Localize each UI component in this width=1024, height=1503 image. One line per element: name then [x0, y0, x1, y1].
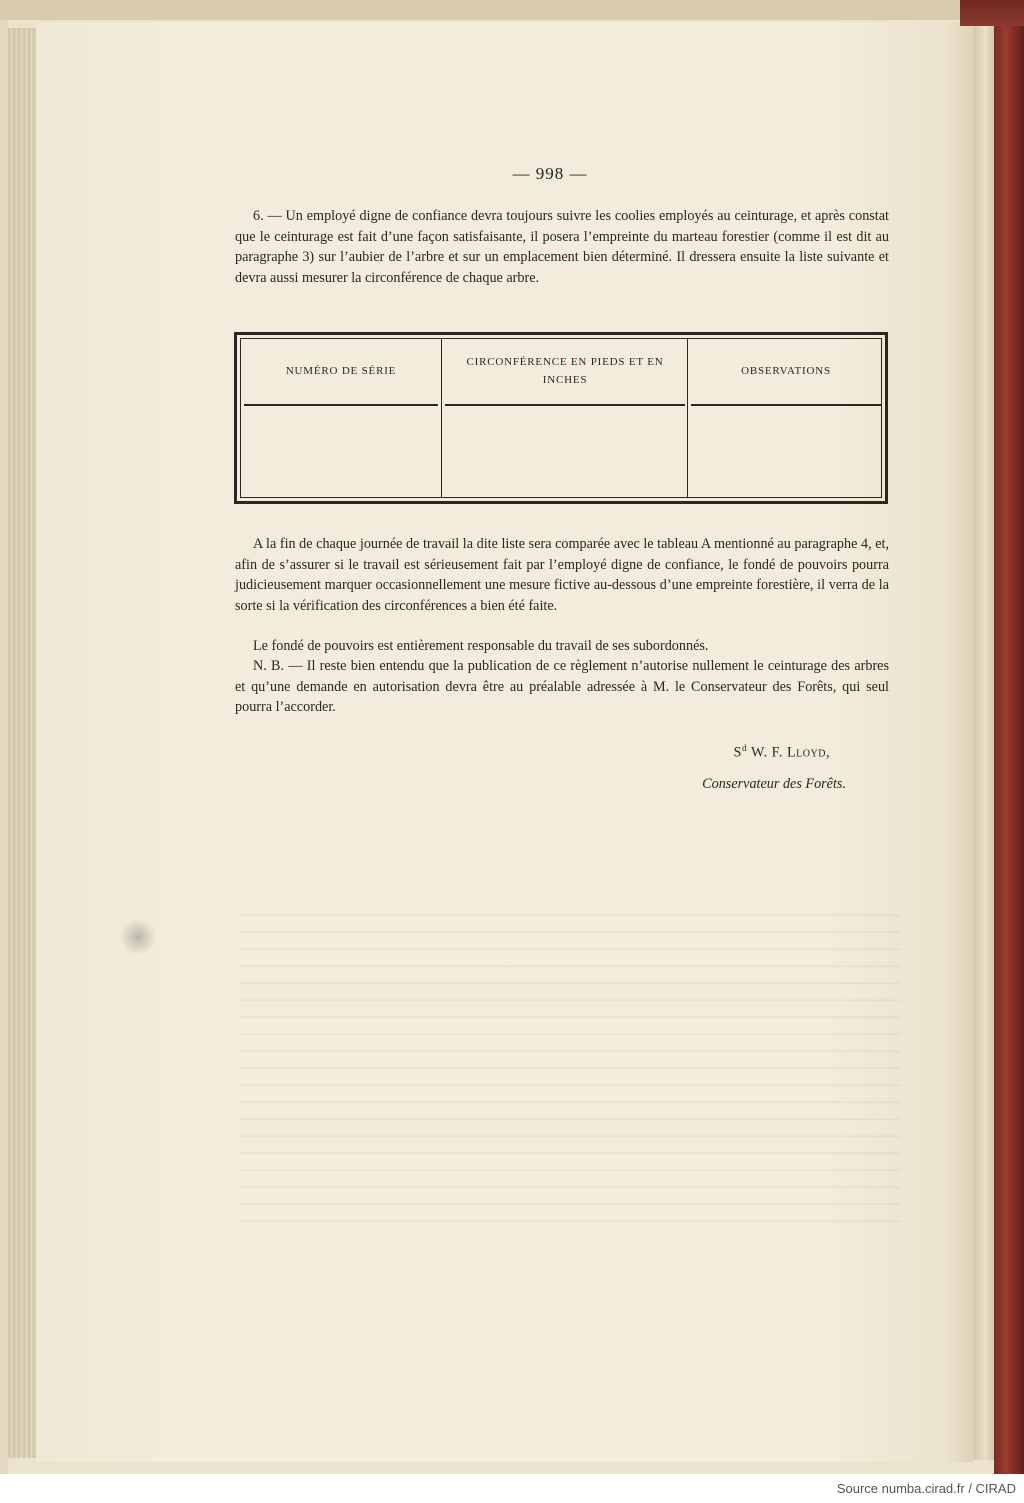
- paragraph-nb-text: N. B. — Il reste bien entendu que la publication de ce règlement n’autorise nullement le ceinturage des arbres et qu’une demande en autorisation devra être au préalable adressée à M. le Conservateur des Forêts, qui seul pourra l’accorder.: [235, 658, 889, 716]
- table-header-observations: OBSERVATIONS: [741, 365, 831, 377]
- paragraph-nb: [235, 656, 889, 718]
- paragraph-a-la-fin-text: A la fin de chaque journée de travail la dite liste sera comparée avec le tableau A mentionné au paragraphe 4, et, afin de s’assurer si le travail est sérieusement fait par l’employé digne de confiance, le fondé de pouvoirs pourra judicieusement marquer occasionnellement une mesure fictive au-dessous d’une empreinte forestière, il verra de la sorte si la vérification des circonférences a bien été faite.: [235, 536, 889, 614]
- source-footer: [0, 1474, 1024, 1503]
- table-column-serie: [241, 339, 441, 497]
- signature-name-text: W. F. Lloyd,: [750, 744, 830, 761]
- book-spine: [974, 20, 996, 1460]
- paragraph-intro-text: 6. — Un employé digne de confiance devra toujours suivre les coolies employés au ceinturage, et après constat que le ceinturage est fait d’une façon satisfaisante, il posera l’empreinte du marteau forestier (comme il est dit au paragraphe 3) sur l’aubier de l’arbre et sur un emplacement bien déterminé. Il dressera ensuite la liste suivante et devra aussi mesurer la circonférence de chaque arbre.: [235, 208, 889, 286]
- table-column-circonference: [441, 339, 688, 497]
- ink-smudge: [118, 920, 158, 954]
- paragraph-fonde: [235, 636, 889, 657]
- survey-table: [234, 332, 888, 504]
- page-edge-stack: [8, 28, 38, 1458]
- signature-title: Conservateur des Forêts.: [702, 776, 846, 792]
- bleed-through-text: [240, 900, 900, 1230]
- paragraph-a-la-fin: [235, 534, 889, 616]
- table-header-serie: NUMÉRO DE SÉRIE: [285, 365, 397, 377]
- signature-prefix-sup: d: [741, 743, 747, 753]
- table-header-rule: [445, 404, 685, 406]
- red-binding: [994, 0, 1024, 1474]
- table-header-rule: [244, 404, 438, 406]
- signature-name: [600, 743, 830, 762]
- page-number: — 998 —: [512, 164, 588, 183]
- paragraph-intro: [235, 206, 889, 288]
- paragraph-fonde-text: Le fondé de pouvoirs est entièrement responsable du travail de ses subordonnés.: [253, 638, 709, 654]
- red-binding-top: [960, 0, 1024, 26]
- survey-table-inner: [240, 338, 882, 498]
- table-column-observations: [687, 339, 884, 497]
- scan-top-shadow: [0, 0, 1024, 20]
- signature-prefix: S: [733, 744, 742, 761]
- table-header-circonference: CIRCONFÉRENCE EN PIEDS ET EN INCHES: [466, 356, 664, 386]
- table-header-rule: [691, 404, 881, 406]
- source-link[interactable]: Source numba.cirad.fr / CIRAD: [836, 1481, 1016, 1496]
